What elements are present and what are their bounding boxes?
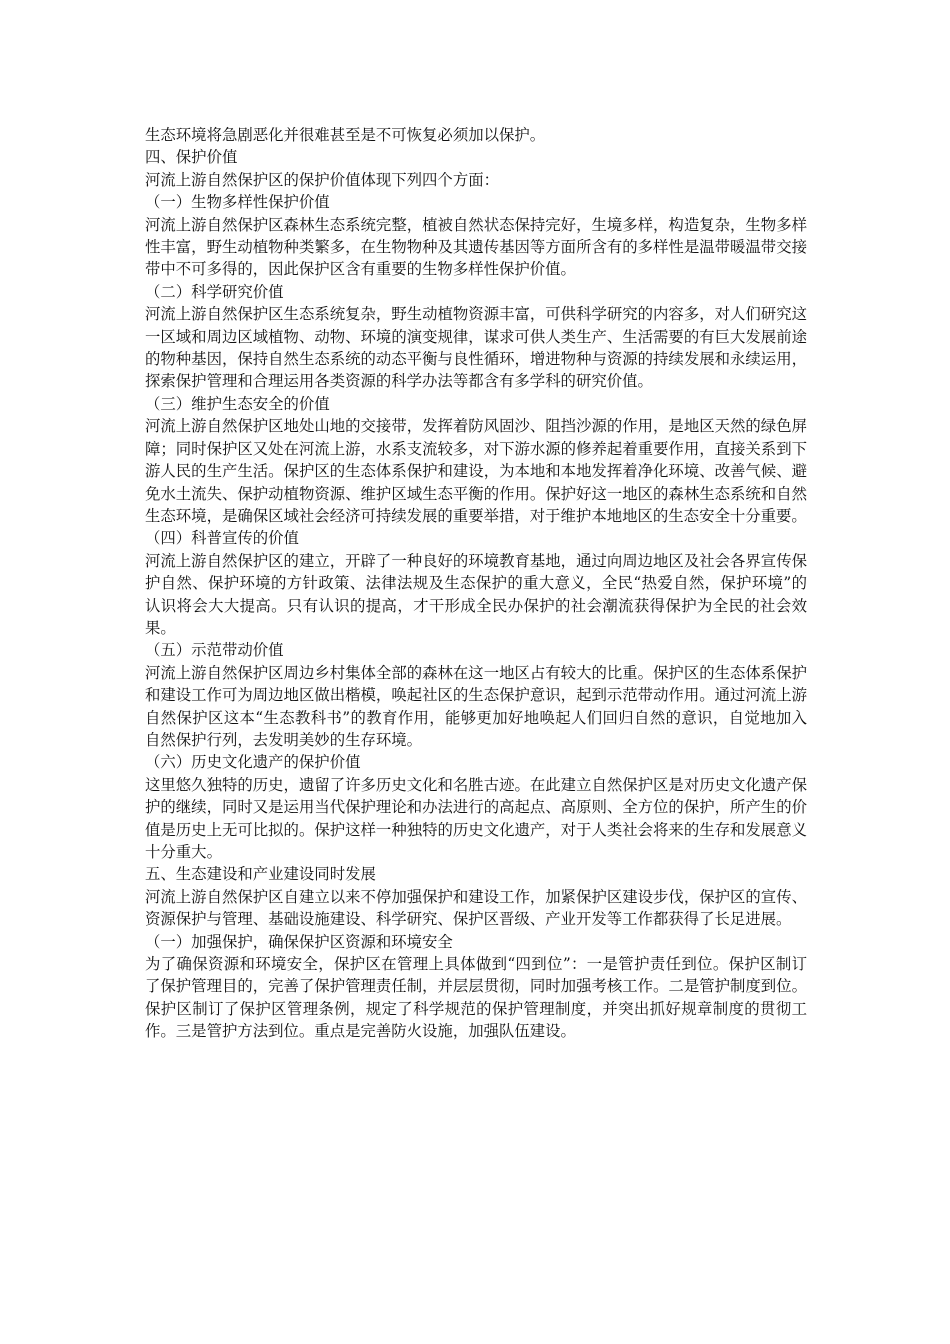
paragraph: 生态环境将急剧恶化并很难甚至是不可恢复必须加以保护。 (145, 126, 546, 144)
paragraph: 河流上游自然保护区生态系统复杂，野生动植物资源丰富，可供科学研究的内容多，对人们研究这一区域和周边区域植物、动物、环境的演变规律，谋求可供人类生产、生活需要的有巨大发展前途的物种基因，保持自然生态系统的动态平衡与良性循环，增进物种与资源的持续发展和永续运用，探索保护管理和合理运用各类资源的科学办法等都含有多学科的研究价值。 (145, 305, 807, 391)
paragraph: 河流上游自然保护区周边乡村集体全部的森林在这一地区占有较大的比重。保护区的生态体系保护和建设工作可为周边地区做出楷模，唤起社区的生态保护意识，起到示范带动作用。通过河流上游自然保护区这本“生态教科书”的教育作用，能够更加好地唤起人们回归自然的意识，自觉地加入自然保护行列，去发明美妙的生存环境。 (145, 663, 807, 749)
subsection-heading: （三）维护生态安全的价值 (145, 394, 330, 413)
subsection-heading: （二）科学研究价值 (145, 282, 284, 301)
paragraph: 河流上游自然保护区的建立，开辟了一种良好的环境教育基地，通过向周边地区及社会各界宣传保护自然、保护环境的方针政策、法律法规及生态保护的重大意义，全民“热爱自然，保护环境”的认识将会大大提高。只有认识的提高，才干形成全民办保护的社会潮流获得保护为全民的社会效果。 (145, 551, 807, 637)
paragraph: 为了确保资源和环境安全，保护区在管理上具体做到“四到位”：一是管护责任到位。保护区制订了保护管理目的，完善了保护管理责任制，并层层贯彻，同时加强考核工作。二是管护制度到位。保护区制订了保护区管理条例，规定了科学规范的保护管理制度，并突出抓好规章制度的贯彻工作。三是管护方法到位。重点是完善防火设施，加强队伍建设。 (145, 955, 807, 1041)
section-heading: 四、保护价值 (145, 148, 238, 167)
paragraph: 河流上游自然保护区森林生态系统完整，植被自然状态保持完好，生境多样，构造复杂，生物多样性丰富，野生动植物种类繁多，在生物物种及其遗传基因等方面所含有的多样性是温带暖温带交接带中不可多得的，因此保护区含有重要的生物多样性保护价值。 (145, 215, 807, 279)
paragraph: 河流上游自然保护区地处山地的交接带，发挥着防风固沙、阻挡沙源的作用，是地区天然的绿色屏障；同时保护区又处在河流上游，水系支流较多，对下游水源的修养起着重要作用，直接关系到下游人民的生产生活。保护区的生态体系保护和建设，为本地和本地发挥着净化环境、改善气候、避免水土流失、保护动植物资源、维护区域生态平衡的作用。保护好这一地区的森林生态系统和自然生态环境，是确保区域社会经济可持续发展的重要举措，对于维护本地地区的生态安全十分重要。 (145, 417, 807, 525)
paragraph: 河流上游自然保护区的保护价值体现下列四个方面： (145, 170, 499, 189)
paragraph: 这里悠久独特的历史，遗留了许多历史文化和名胜古迹。在此建立自然保护区是对历史文化遗产保护的继续，同时又是运用当代保护理论和办法进行的高起点、高原则、全方位的保护，所产生的价值是历史上无可比拟的。保护这样一种独特的历史文化遗产，对于人类社会将来的生存和发展意义十分重大。 (145, 775, 807, 861)
document-page (145, 124, 807, 1043)
subsection-heading: （一）生物多样性保护价值 (145, 193, 330, 212)
paragraph: 河流上游自然保护区自建立以来不停加强保护和建设工作，加紧保护区建设步伐，保护区的宣传、资源保护与管理、基础设施建设、科学研究、保护区晋级、产业开发等工作都获得了长足进展。 (145, 887, 807, 929)
subsection-heading: （五）示范带动价值 (145, 641, 284, 660)
subsection-heading: （四）科普宣传的价值 (145, 529, 299, 548)
subsection-heading: （六）历史文化遗产的保护价值 (145, 753, 361, 772)
section-heading: 五、生态建设和产业建设同时发展 (145, 865, 376, 884)
subsection-heading: （一）加强保护，确保保护区资源和环境安全 (145, 932, 453, 951)
